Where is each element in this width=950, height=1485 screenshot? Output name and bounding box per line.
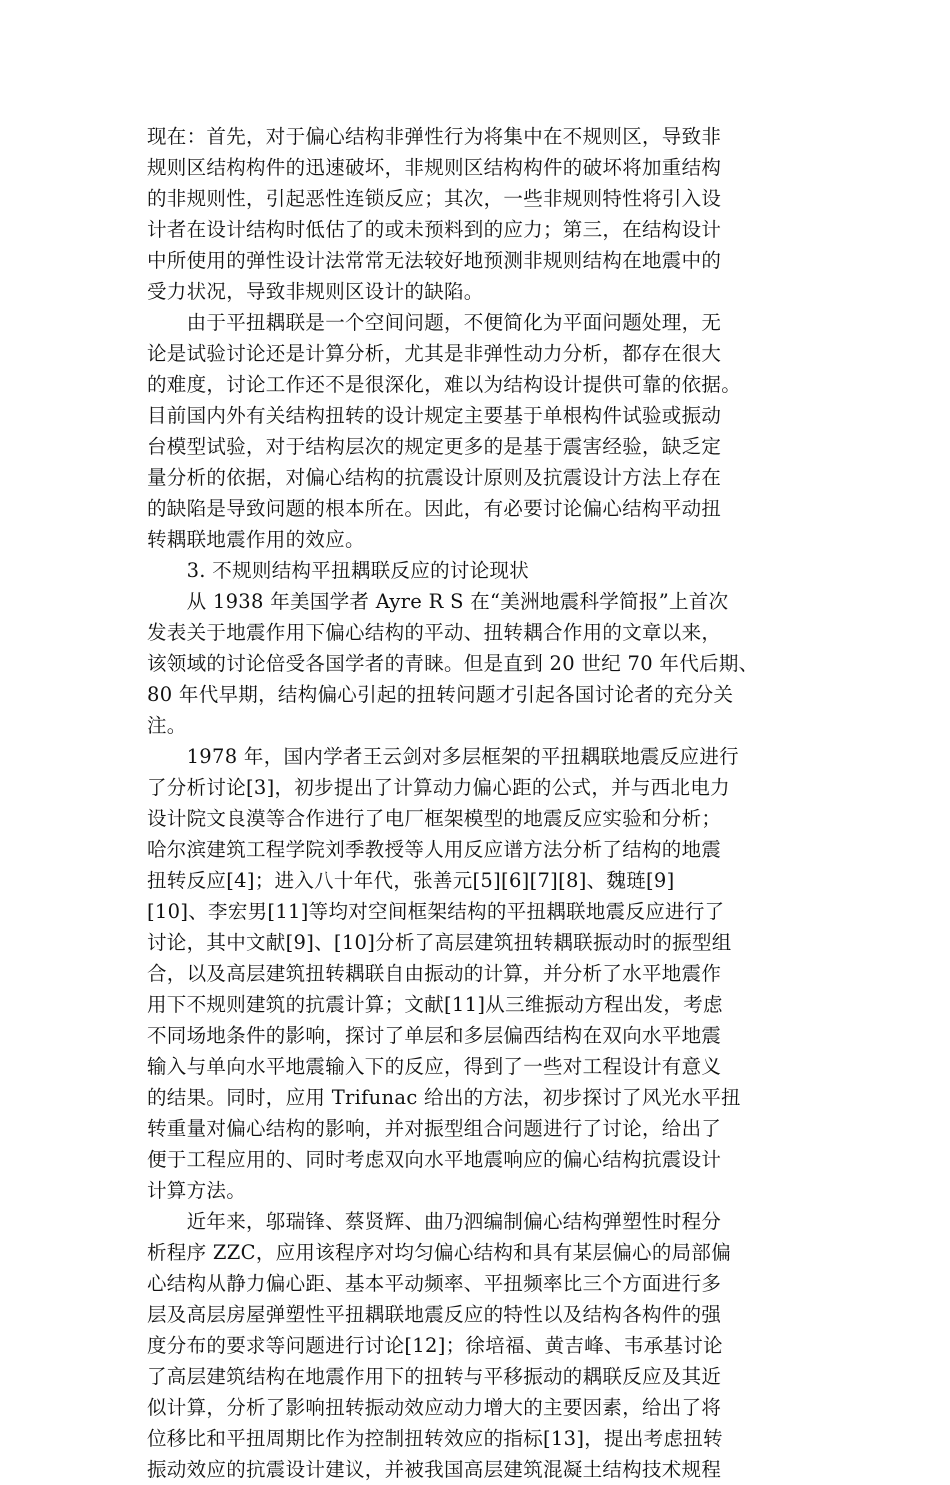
text-line: 近年来，邬瑞锋、蔡贤辉、曲乃泗编制偏心结构弹塑性时程分	[147, 1210, 722, 1233]
text-line: 转重量对偏心结构的影响，并对振型组合问题进行了讨论，给出了	[147, 1117, 722, 1140]
text-line: 振动效应的抗震设计建议，并被我国高层建筑混凝土结构技术规程	[147, 1458, 722, 1481]
text-line: 由于平扭耦联是一个空间问题，不便简化为平面问题处理，无	[147, 311, 722, 334]
text-line: 现在：首先，对于偏心结构非弹性行为将集中在不规则区，导致非	[147, 125, 722, 148]
text-line: 的难度，讨论工作还不是很深化，难以为结构设计提供可靠的依据。	[147, 373, 742, 396]
text-line: 了分析讨论[3]，初步提出了计算动力偏心距的公式，并与西北电力	[147, 776, 730, 799]
text-line: 设计院文良漠等合作进行了电厂框架模型的地震反应实验和分析；	[147, 807, 722, 830]
text-line: 用下不规则建筑的抗震计算；文献[11]从三维振动方程出发，考虑	[147, 993, 723, 1016]
text-line: 讨论，其中文献[9]、[10]分析了高层建筑扭转耦联振动时的振型组	[147, 931, 732, 954]
text-line: 中所使用的弹性设计法常常无法较好地预测非规则结构在地震中的	[147, 249, 722, 272]
text-line: 合，以及高层建筑扭转耦联自由振动的计算，并分析了水平地震作	[147, 962, 722, 985]
text-line: 受力状况，导致非规则区设计的缺陷。	[147, 280, 484, 303]
text-line: 的缺陷是导致问题的根本所在。因此，有必要讨论偏心结构平动扭	[147, 497, 722, 520]
text-line: 位移比和平扭周期比作为控制扭转效应的指标[13]，提出考虑扭转	[147, 1427, 723, 1450]
text-line: 不同场地条件的影响，探讨了单层和多层偏西结构在双向水平地震	[147, 1024, 722, 1047]
text-line: 目前国内外有关结构扭转的设计规定主要基于单根构件试验或振动	[147, 404, 722, 427]
text-line: 1978 年，国内学者王云剑对多层框架的平扭耦联地震反应进行	[147, 745, 739, 768]
text-line: 80 年代早期，结构偏心引起的扭转问题才引起各国讨论者的充分关	[147, 683, 734, 706]
text-line: 析程序 ZZC，应用该程序对均匀偏心结构和具有某层偏心的局部偏	[147, 1241, 732, 1264]
text-line: 该领域的讨论倍受各国学者的青睐。但是直到 20 世纪 70 年代后期、	[147, 652, 759, 675]
text-line: 便于工程应用的、同时考虑双向水平地震响应的偏心结构抗震设计	[147, 1148, 722, 1171]
text-line: 注。	[147, 714, 187, 737]
text-line: 度分布的要求等问题进行讨论[12]；徐培福、黄吉峰、韦承基讨论	[147, 1334, 723, 1357]
text-line: 的非规则性，引起恶性连锁反应；其次，一些非规则特性将引入设	[147, 187, 722, 210]
text-line: 计算方法。	[147, 1179, 247, 1202]
text-line: 量分析的依据，对偏心结构的抗震设计原则及抗震设计方法上存在	[147, 466, 722, 489]
text-line: 扭转反应[4]；进入八十年代，张善元[5][6][7][8]、魏琏[9]	[147, 869, 675, 892]
text-line: 似计算，分析了影响扭转振动效应动力增大的主要因素，给出了将	[147, 1396, 722, 1419]
text-line: 层及高层房屋弹塑性平扭耦联地震反应的特性以及结构各构件的强	[147, 1303, 722, 1326]
text-line: 转耦联地震作用的效应。	[147, 528, 365, 551]
text-line: 从 1938 年美国学者 Ayre R S 在“美洲地震科学简报”上首次	[147, 590, 729, 613]
text-line: 了高层建筑结构在地震作用下的扭转与平移振动的耦联反应及其近	[147, 1365, 722, 1388]
text-line: 输入与单向水平地震输入下的反应，得到了一些对工程设计有意义	[147, 1055, 722, 1078]
text-line: 台模型试验，对于结构层次的规定更多的是基于震害经验，缺乏定	[147, 435, 722, 458]
text-line: 心结构从静力偏心距、基本平动频率、平扭频率比三个方面进行多	[147, 1272, 722, 1295]
text-line: [10]、李宏男[11]等均对空间框架结构的平扭耦联地震反应进行了	[147, 900, 725, 923]
text-line: 规则区结构构件的迅速破坏，非规则区结构构件的破坏将加重结构	[147, 156, 722, 179]
document-body	[147, 121, 807, 1485]
text-line: 的结果。同时，应用 Trifunac 给出的方法，初步探讨了风光水平扭	[147, 1086, 741, 1109]
text-line: 论是试验讨论还是计算分析，尤其是非弹性动力分析，都存在很大	[147, 342, 722, 365]
text-line: 计者在设计结构时低估了的或未预料到的应力；第三，在结构设计	[147, 218, 722, 241]
section-heading: 3. 不规则结构平扭耦联反应的讨论现状	[147, 559, 530, 582]
text-line: 发表关于地震作用下偏心结构的平动、扭转耦合作用的文章以来，	[147, 621, 722, 644]
text-line: 哈尔滨建筑工程学院刘季教授等人用反应谱方法分析了结构的地震	[147, 838, 722, 861]
